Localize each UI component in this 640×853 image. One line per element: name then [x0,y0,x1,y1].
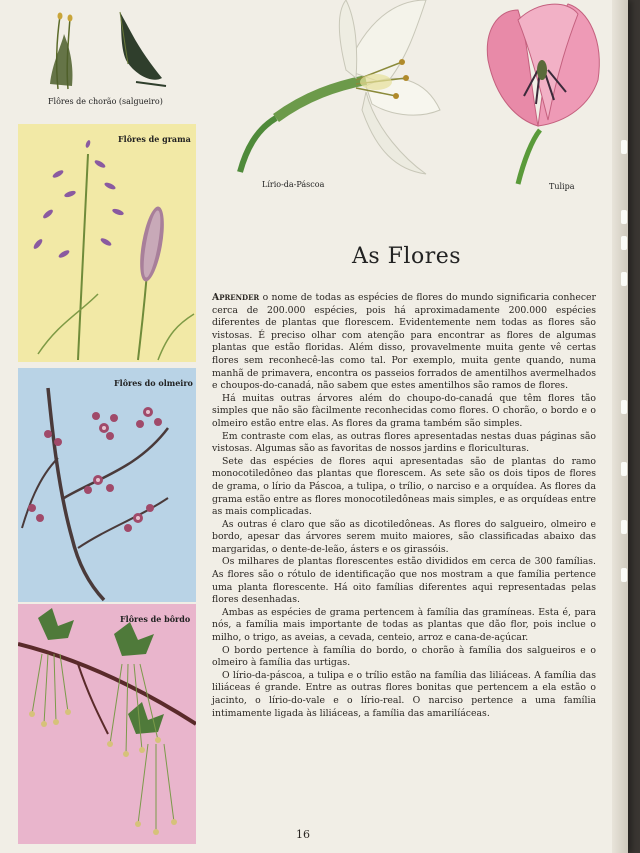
binding-stitch [621,520,627,534]
paragraph-3: Em contraste com elas, as outras flores apresentadas nestas duas páginas são vistosas. Algumas são as favoritas de nossos jardins e floriculturas. [212,430,596,455]
caption-lirio: Lírio-da-Páscoa [262,180,325,189]
grass-flowers-illustration [18,124,196,362]
paragraph-6: Os milhares de plantas florescentes estão divididos em cerca de 300 famílias. As flores são o rótulo de identificação que nos mostram a que família pertence uma planta florescente. Há oito famílias diferentes aqui representadas pelas flores desenhadas. [212,556,596,606]
binding-stitch [621,236,627,250]
maple-flowers-illustration [18,604,196,844]
binding-stitch [621,140,627,154]
tulip-illustration [478,0,618,186]
paragraph-4: Sete das espécies de flores aqui apresentadas são de plantas do ramo monocotiledôneo das plantas que florescem. As sete são os dois tipos de flores de grama, o lírio da Páscoa, a tulipa, o trílio, o narciso e a orquídea. As flores da grama estão entre as flores monocotiledôneas mais simples, e as orquídeas entre as mais complicadas. [212,455,596,518]
paragraph-5: As outras é claro que são as dicotiledôneas. As flores do salgueiro, olmeiro e bordo, apesar das árvores serem muito maiores, são classificadas abaixo das margaridas, o dente-de-leão, ásters e os girassóis. [212,518,596,555]
binding-stitch [621,400,627,414]
caption-salgueiro: Flôres de chorão (salgueiro) [48,97,163,106]
caption-grama: Flôres de grama [118,134,191,144]
paragraph-1 [212,292,596,393]
lead-word: Aprender [212,292,260,303]
paragraph-7: Ambas as espécies de grama pertencem à família das gramíneas. Esta é, para nós, a família mais importante de todas as plantas que dão flor, pois inclue o milho, o trigo, as aveias, a cevada, centeio, arroz e cana-de-açúcar. [212,606,596,644]
easter-lily-illustration [226,0,446,180]
binding-stitch [621,462,627,476]
book-binding [612,0,628,853]
elm-flowers-illustration [18,368,196,602]
caption-bordo: Flôres de bôrdo [120,614,191,624]
panel-bordo [18,604,196,844]
panel-grama [18,124,196,362]
binding-stitch [621,210,627,224]
paragraph-9: O lírio-da-páscoa, a tulipa e o trílio estão na família das liliáceas. A família das liliáceas é grande. Entre as outras flores bonitas que pertencem a ela estão o jacinto, o lírio-do-vale e o lírio-real. O narciso pertence a uma família intimamente ligada às liliáceas, a família das amarilíáceas. [212,669,596,719]
paragraph-2: Há muitas outras árvores além do choupo-do-canadá que têm flores tão simples que não são fàcilmente reconhecidas como flores. O chorão, o bordo e o olmeiro estão entre elas. As flores da grama também são simples. [212,392,596,429]
paragraph-8: O bordo pertence à família do bordo, o chorão à família dos salgueiros e o olmeiro à família das urtigas. [212,644,596,669]
page-title: As Flores [352,244,462,269]
article-body [212,292,596,720]
caption-tulipa: Tulipa [549,182,575,191]
willow-flowers-illustration [40,4,180,96]
panel-olmeiro [18,368,196,602]
page-number: 16 [296,828,310,841]
binding-stitch [621,568,627,582]
caption-olmeiro: Flôres do olmeiro [114,378,193,388]
paragraph-1-text: o nome de todas as espécies de flores do mundo significaria conhecer cerca de 200.000 espécies, pois há aproximadamente 200.000 espécies diferentes de plantas que florescem. Evidentemente nem todas as flores são vistosas. É preciso olhar com atenção para encontrar as flores de algumas plantas que estão floridas. Além disso, provavelmente muita gente vê certas flores sem reconhecê-las como tal. Por exemplo, muita gente quando, numa manhã de primavera, encontra os passeios forrados de amentilhos avermelhados e choupos-do-canadá, não sabem que estes amentilhos são ramos de flores. [212,292,596,392]
binding-stitch [621,272,627,286]
